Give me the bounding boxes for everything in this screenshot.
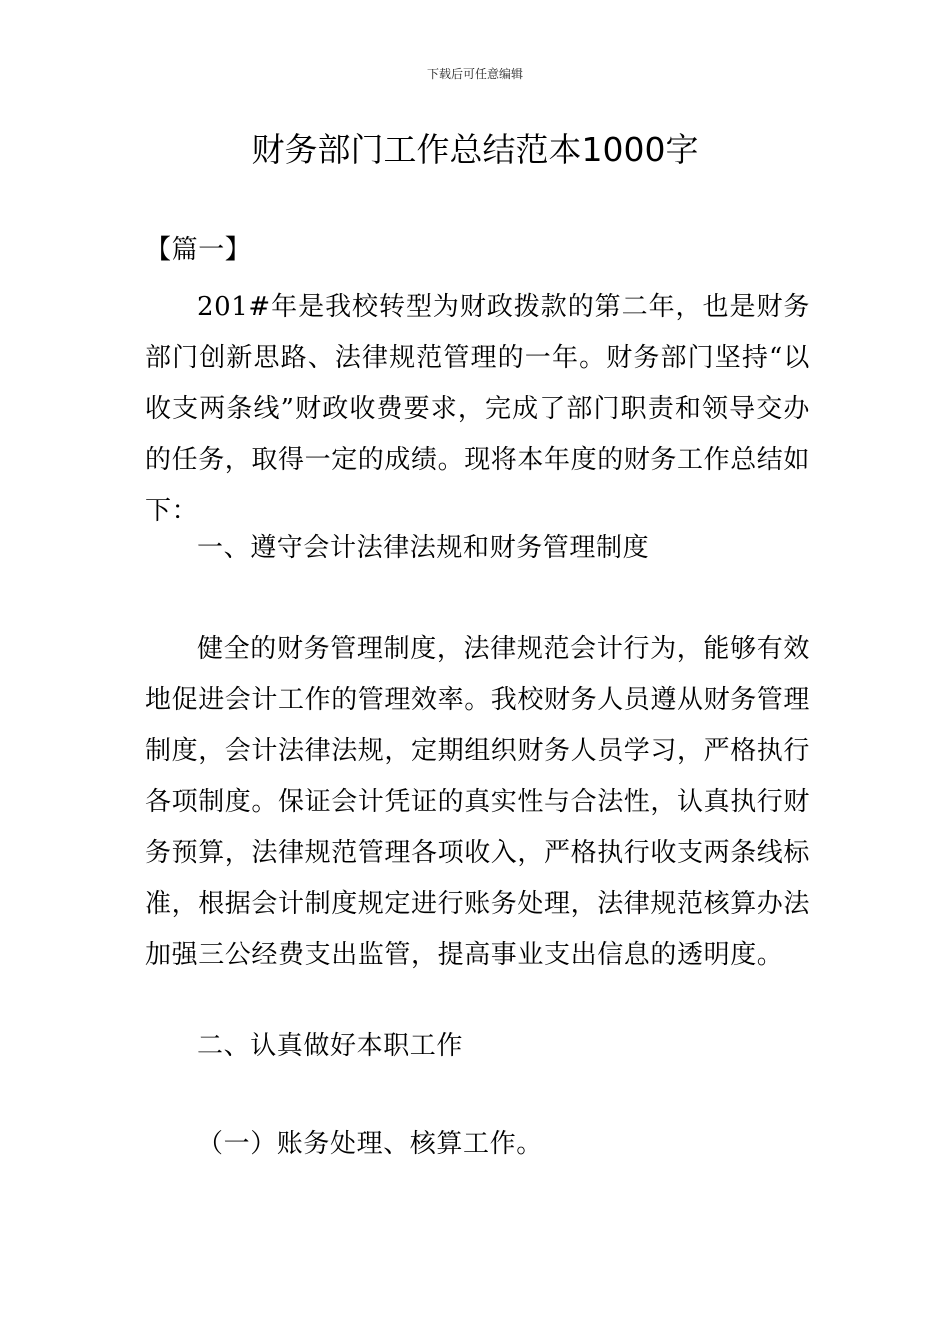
header-note: 下载后可任意编辑 bbox=[426, 67, 523, 81]
section-heading-2: 二、认真做好本职工作 bbox=[197, 1031, 464, 1061]
section-label: 【篇一】 bbox=[145, 235, 252, 265]
section-heading-1: 一、遵守会计法律法规和财务管理制度 bbox=[197, 533, 650, 563]
sub-heading-1: （一）账务处理、核算工作。 bbox=[197, 1129, 543, 1159]
paragraph-intro: 201#年是我校转型为财政拨款的第二年，也是财务部门创新思路、法律规范管理的一年。财务部门坚持“以收支两条线”财政收费要求，完成了部门职责和领导交办的任务，取得一定的成绩。现将本年度的财务工作总结如下： bbox=[145, 292, 811, 526]
document-title: 财务部门工作总结范本1000字 bbox=[251, 130, 699, 169]
paragraph-regulations: 健全的财务管理制度，法律规范会计行为，能够有效地促进会计工作的管理效率。我校财务人员遵从财务管理制度，会计法律法规，定期组织财务人员学习，严格执行各项制度。保证会计凭证的真实性与合法性，认真执行财务预算，法律规范管理各项收入，严格执行收支两条线标准，根据会计制度规定进行账务处理，法律规范核算办法加强三公经费支出监管，提高事业支出信息的透明度。 bbox=[145, 634, 811, 970]
